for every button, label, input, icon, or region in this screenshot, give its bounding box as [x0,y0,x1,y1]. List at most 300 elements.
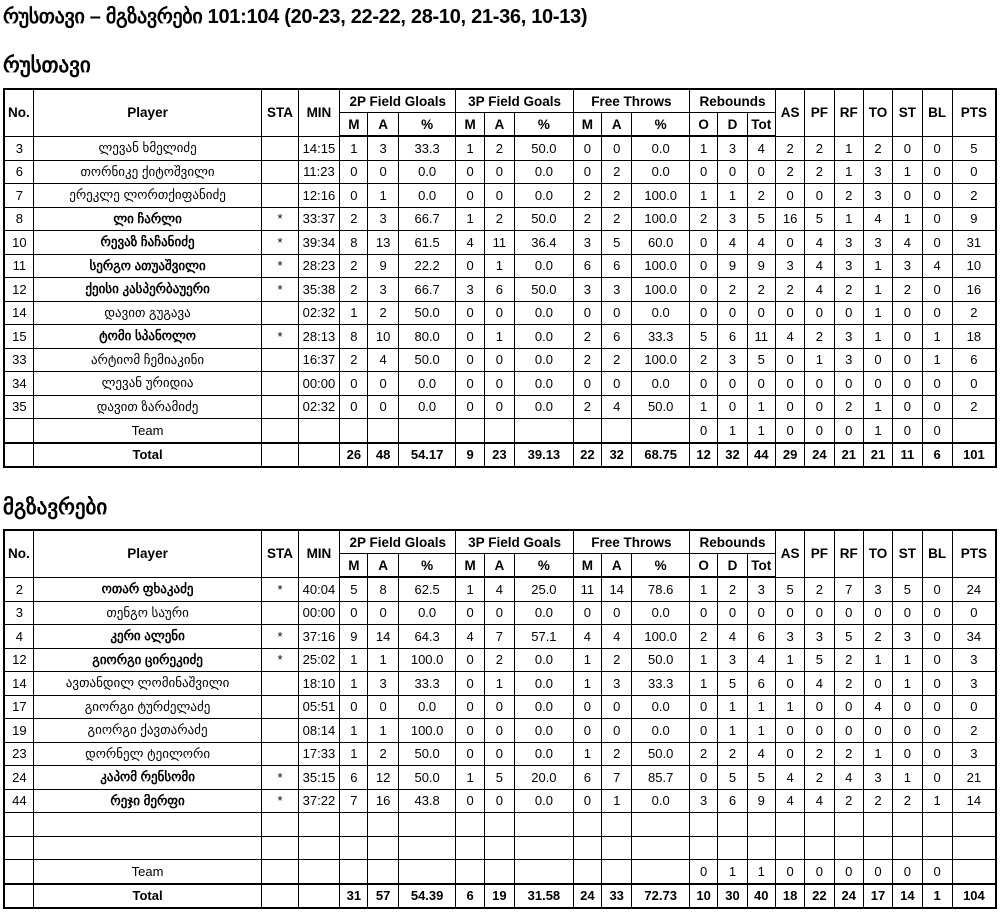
cell-ft-a: 6 [602,254,632,278]
subheader-a: A [602,554,632,578]
cell-fg3-pct [515,813,574,837]
cell-fg2-a [368,860,398,884]
cell-no: 14 [4,301,33,325]
cell-player: რევაზ ჩაჩანიძე [33,231,262,255]
cell-ft-a: 0 [602,719,632,743]
cell-reb-o: 0 [689,695,717,719]
cell-fg3-m: 0 [456,601,484,625]
cell-sta [262,601,298,625]
cell-ft-m: 2 [573,325,601,349]
player-row [4,766,996,790]
cell-fg3-a: 0 [484,160,514,184]
cell-fg3-pct: 0.0 [515,160,574,184]
cell-sta: * [262,325,298,349]
cell-reb-o: 2 [689,207,717,231]
cell-as: 0 [775,395,804,419]
cell-as: 0 [775,601,804,625]
cell-fg3-a: 1 [484,325,514,349]
cell-fg2-a [368,419,398,443]
cell-pf: 0 [805,372,834,396]
cell-fg2-m: 8 [340,325,368,349]
cell-ft-pct: 68.75 [632,443,690,468]
cell-ft-pct [632,813,690,837]
cell-min: 02:32 [298,301,339,325]
cell-reb-d: 1 [718,419,747,443]
cell-min: 37:16 [298,625,339,649]
subheader-m: M [340,113,368,137]
cell-st: 14 [893,884,922,909]
cell-fg3-a: 19 [484,884,514,909]
cell-fg3-m: 1 [456,577,484,601]
cell-fg2-a: 0 [368,395,398,419]
cell-ft-m: 2 [573,207,601,231]
cell-pf: 0 [805,184,834,208]
cell-fg3-pct: 36.4 [515,231,574,255]
cell-fg2-a: 13 [368,231,398,255]
cell-st: 0 [893,301,922,325]
cell-fg2-a: 3 [368,136,398,160]
cell-reb-tot: 3 [747,577,775,601]
cell-pts: 16 [952,278,996,302]
cell-bl: 4 [922,254,952,278]
cell-min: 00:00 [298,372,339,396]
cell-to: 0 [863,672,892,696]
subheader-m: M [573,554,601,578]
cell-player: გიორგი ცირეკიძე [33,648,262,672]
cell-pf: 4 [805,278,834,302]
cell-to: 0 [863,860,892,884]
cell-reb-d: 3 [718,136,747,160]
cell-player: ლევან ხმელიძე [33,136,262,160]
cell-ft-pct: 50.0 [632,395,690,419]
cell-rf: 0 [834,695,863,719]
cell-ft-a: 0 [602,372,632,396]
cell-reb-d: 2 [718,278,747,302]
cell-pf: 22 [805,884,834,909]
cell-to: 3 [863,766,892,790]
cell-min: 18:10 [298,672,339,696]
cell-fg3-pct [515,419,574,443]
cell-player [33,813,262,837]
cell-fg2-m: 0 [340,160,368,184]
cell-no: 15 [4,325,33,349]
subheader-pct: % [632,113,690,137]
cell-fg3-pct: 50.0 [515,136,574,160]
cell-fg2-pct: 54.17 [398,443,456,468]
cell-st: 0 [893,601,922,625]
header-pts: PTS [952,89,996,136]
player-row [4,184,996,208]
header-rf: RF [834,89,863,136]
cell-fg3-pct: 0.0 [515,184,574,208]
cell-reb-o [689,813,717,837]
cell-ft-a: 0 [602,695,632,719]
cell-ft-pct: 0.0 [632,372,690,396]
cell-min: 08:14 [298,719,339,743]
player-row [4,136,996,160]
cell-fg2-m: 26 [340,443,368,468]
cell-sta [262,672,298,696]
cell-fg2-m: 2 [340,348,368,372]
cell-reb-tot: 4 [747,742,775,766]
cell-reb-o: 0 [689,160,717,184]
player-row [4,325,996,349]
cell-st: 2 [893,278,922,302]
cell-rf: 2 [834,278,863,302]
cell-reb-tot: 1 [747,860,775,884]
cell-fg2-m [340,836,368,860]
cell-fg2-a: 48 [368,443,398,468]
cell-fg3-a: 5 [484,766,514,790]
cell-fg3-a: 2 [484,648,514,672]
cell-fg3-a: 1 [484,254,514,278]
cell-pts: 2 [952,301,996,325]
header-to: TO [863,89,892,136]
cell-bl: 0 [922,207,952,231]
cell-reb-d: 1 [718,719,747,743]
cell-rf: 1 [834,136,863,160]
cell-fg3-pct: 0.0 [515,695,574,719]
cell-pf: 2 [805,160,834,184]
cell-as: 4 [775,325,804,349]
cell-ft-a: 14 [602,577,632,601]
cell-bl: 0 [922,625,952,649]
cell-st [893,813,922,837]
cell-pf: 2 [805,325,834,349]
cell-ft-m: 3 [573,278,601,302]
cell-rf: 5 [834,625,863,649]
cell-bl [922,836,952,860]
cell-st: 0 [893,695,922,719]
cell-fg3-m [456,836,484,860]
cell-to: 2 [863,789,892,813]
header-rebounds: Rebounds [689,89,775,113]
cell-ft-pct: 0.0 [632,136,690,160]
header-2p-field-goals: 2P Field Gloals [340,530,456,554]
cell-fg2-pct [398,813,456,837]
cell-to: 0 [863,348,892,372]
cell-reb-o: 1 [689,648,717,672]
cell-sta [262,372,298,396]
cell-to: 1 [863,742,892,766]
cell-reb-tot: 9 [747,254,775,278]
cell-ft-a: 33 [602,884,632,909]
cell-pf: 5 [805,648,834,672]
subheader-o: O [689,554,717,578]
cell-fg2-pct: 0.0 [398,395,456,419]
cell-fg3-m: 0 [456,160,484,184]
subheader-m: M [573,113,601,137]
cell-as: 0 [775,719,804,743]
cell-fg2-a: 3 [368,207,398,231]
cell-ft-pct: 100.0 [632,348,690,372]
subheader-pct: % [515,113,574,137]
cell-sta [262,160,298,184]
cell-ft-a: 1 [602,789,632,813]
subheader-a: A [368,113,398,137]
cell-reb-tot: 1 [747,419,775,443]
cell-sta [262,443,298,468]
player-row [4,278,996,302]
cell-player: Total [33,884,262,909]
cell-rf: 2 [834,184,863,208]
cell-reb-o: 0 [689,231,717,255]
cell-st: 0 [893,325,922,349]
player-row [4,695,996,719]
cell-rf: 3 [834,348,863,372]
cell-st: 0 [893,860,922,884]
header-row [4,89,996,113]
cell-reb-tot: 4 [747,136,775,160]
cell-as: 0 [775,419,804,443]
player-row [4,789,996,813]
cell-min: 05:51 [298,695,339,719]
cell-ft-m: 0 [573,695,601,719]
cell-sta [262,136,298,160]
cell-fg3-m: 0 [456,742,484,766]
cell-pts: 21 [952,766,996,790]
cell-player: რეჯი მერფი [33,789,262,813]
cell-pf: 4 [805,672,834,696]
cell-fg2-m: 0 [340,695,368,719]
cell-rf: 3 [834,231,863,255]
player-row [4,672,996,696]
cell-min: 40:04 [298,577,339,601]
cell-bl: 0 [922,601,952,625]
cell-sta [262,719,298,743]
cell-min: 14:15 [298,136,339,160]
away-box-score-table [3,529,997,909]
cell-fg2-pct: 66.7 [398,207,456,231]
cell-reb-d: 2 [718,742,747,766]
cell-no: 34 [4,372,33,396]
cell-fg3-pct: 0.0 [515,254,574,278]
cell-ft-a: 5 [602,231,632,255]
cell-pts: 0 [952,601,996,625]
cell-ft-pct: 100.0 [632,278,690,302]
cell-reb-o: 0 [689,278,717,302]
cell-ft-m [573,836,601,860]
player-row [4,160,996,184]
cell-min: 17:33 [298,742,339,766]
cell-fg3-pct: 39.13 [515,443,574,468]
cell-pf: 0 [805,719,834,743]
cell-rf: 0 [834,301,863,325]
cell-fg2-a: 1 [368,648,398,672]
cell-no: 33 [4,348,33,372]
team-name-away: მგზავრები [3,496,108,519]
cell-fg3-pct: 0.0 [515,672,574,696]
cell-fg3-pct: 20.0 [515,766,574,790]
cell-to: 1 [863,301,892,325]
cell-min: 37:22 [298,789,339,813]
cell-sta [262,419,298,443]
cell-reb-d: 30 [718,884,747,909]
header-pf: PF [805,89,834,136]
cell-sta: * [262,231,298,255]
cell-ft-pct: 100.0 [632,254,690,278]
cell-ft-m: 0 [573,719,601,743]
subheader-pct: % [398,554,456,578]
cell-pf: 24 [805,443,834,468]
header-player: Player [33,89,262,136]
cell-fg2-pct [398,419,456,443]
cell-fg2-pct: 50.0 [398,742,456,766]
cell-fg2-m: 1 [340,136,368,160]
cell-reb-o: 1 [689,577,717,601]
cell-to: 3 [863,577,892,601]
cell-no: 2 [4,577,33,601]
cell-no [4,419,33,443]
cell-ft-pct [632,860,690,884]
header-bl: BL [922,530,952,577]
subheader-d: D [718,113,747,137]
cell-st: 5 [893,577,922,601]
cell-pts: 0 [952,160,996,184]
cell-fg3-m: 0 [456,395,484,419]
cell-fg3-a [484,860,514,884]
cell-min: 39:34 [298,231,339,255]
cell-fg2-m: 6 [340,766,368,790]
cell-min [298,443,339,468]
cell-player: გიორგი ქავთარაძე [33,719,262,743]
cell-sta: * [262,766,298,790]
cell-as: 2 [775,136,804,160]
empty-row [4,813,996,837]
cell-player: დავით ზარამიძე [33,395,262,419]
cell-reb-o: 1 [689,395,717,419]
cell-ft-pct: 72.73 [632,884,690,909]
cell-fg3-a: 7 [484,625,514,649]
cell-fg2-a: 10 [368,325,398,349]
cell-min [298,419,339,443]
player-row [4,719,996,743]
cell-st: 1 [893,648,922,672]
cell-reb-d: 0 [718,160,747,184]
cell-pts: 14 [952,789,996,813]
cell-fg3-pct: 25.0 [515,577,574,601]
cell-fg3-pct: 0.0 [515,601,574,625]
cell-fg3-a: 4 [484,577,514,601]
cell-fg2-a [368,813,398,837]
cell-reb-o: 0 [689,860,717,884]
cell-fg3-pct: 0.0 [515,742,574,766]
cell-as: 0 [775,860,804,884]
cell-ft-a: 6 [602,325,632,349]
cell-pf: 1 [805,348,834,372]
cell-ft-pct: 33.3 [632,325,690,349]
cell-rf: 0 [834,860,863,884]
cell-fg3-m: 6 [456,884,484,909]
cell-rf [834,836,863,860]
cell-no: 14 [4,672,33,696]
cell-as: 2 [775,278,804,302]
cell-bl: 0 [922,301,952,325]
cell-st: 11 [893,443,922,468]
cell-fg3-a: 1 [484,672,514,696]
cell-bl: 0 [922,278,952,302]
cell-ft-pct: 50.0 [632,648,690,672]
cell-fg2-a: 12 [368,766,398,790]
cell-reb-o: 0 [689,254,717,278]
cell-min: 35:15 [298,766,339,790]
cell-bl: 0 [922,695,952,719]
cell-pf: 2 [805,766,834,790]
cell-fg2-a: 8 [368,577,398,601]
header-pf: PF [805,530,834,577]
cell-pts: 34 [952,625,996,649]
cell-no: 7 [4,184,33,208]
header-player: Player [33,530,262,577]
subheader-pct: % [632,554,690,578]
cell-fg2-a: 2 [368,742,398,766]
cell-reb-o: 0 [689,419,717,443]
cell-ft-m: 1 [573,672,601,696]
cell-player: კაპომ რენსომი [33,766,262,790]
cell-bl: 0 [922,672,952,696]
player-row [4,348,996,372]
cell-fg3-m: 1 [456,766,484,790]
cell-fg2-m: 2 [340,254,368,278]
cell-reb-d: 6 [718,325,747,349]
cell-fg3-m: 0 [456,254,484,278]
cell-fg2-m: 0 [340,601,368,625]
cell-ft-m: 0 [573,372,601,396]
cell-reb-o: 0 [689,301,717,325]
cell-fg2-pct [398,860,456,884]
cell-reb-d: 0 [718,372,747,396]
cell-player: დავით გუგავა [33,301,262,325]
cell-to: 1 [863,325,892,349]
cell-rf: 2 [834,395,863,419]
cell-reb-d: 5 [718,672,747,696]
header-as: AS [775,530,804,577]
cell-reb-tot: 40 [747,884,775,909]
cell-reb-d: 3 [718,648,747,672]
cell-pf: 2 [805,742,834,766]
cell-st: 0 [893,348,922,372]
cell-ft-a: 2 [602,207,632,231]
cell-ft-a [602,836,632,860]
cell-ft-m: 0 [573,301,601,325]
cell-fg3-pct: 31.58 [515,884,574,909]
cell-ft-pct: 78.6 [632,577,690,601]
cell-rf: 21 [834,443,863,468]
cell-player: ტომი სპანოლო [33,325,262,349]
cell-player: ლი ჩარლი [33,207,262,231]
cell-sta: * [262,254,298,278]
cell-pf: 2 [805,577,834,601]
cell-ft-m: 2 [573,184,601,208]
home-box-score-table [3,88,997,468]
cell-min [298,884,339,909]
cell-sta [262,742,298,766]
subheader-a: A [484,554,514,578]
cell-st: 1 [893,672,922,696]
cell-fg3-m: 4 [456,625,484,649]
cell-fg2-m: 0 [340,372,368,396]
cell-reb-tot: 11 [747,325,775,349]
cell-pts: 10 [952,254,996,278]
cell-sta: * [262,207,298,231]
cell-rf: 1 [834,160,863,184]
cell-reb-tot: 0 [747,301,775,325]
cell-reb-o: 0 [689,766,717,790]
player-row [4,254,996,278]
cell-ft-a [602,860,632,884]
cell-reb-d: 6 [718,789,747,813]
cell-rf [834,813,863,837]
